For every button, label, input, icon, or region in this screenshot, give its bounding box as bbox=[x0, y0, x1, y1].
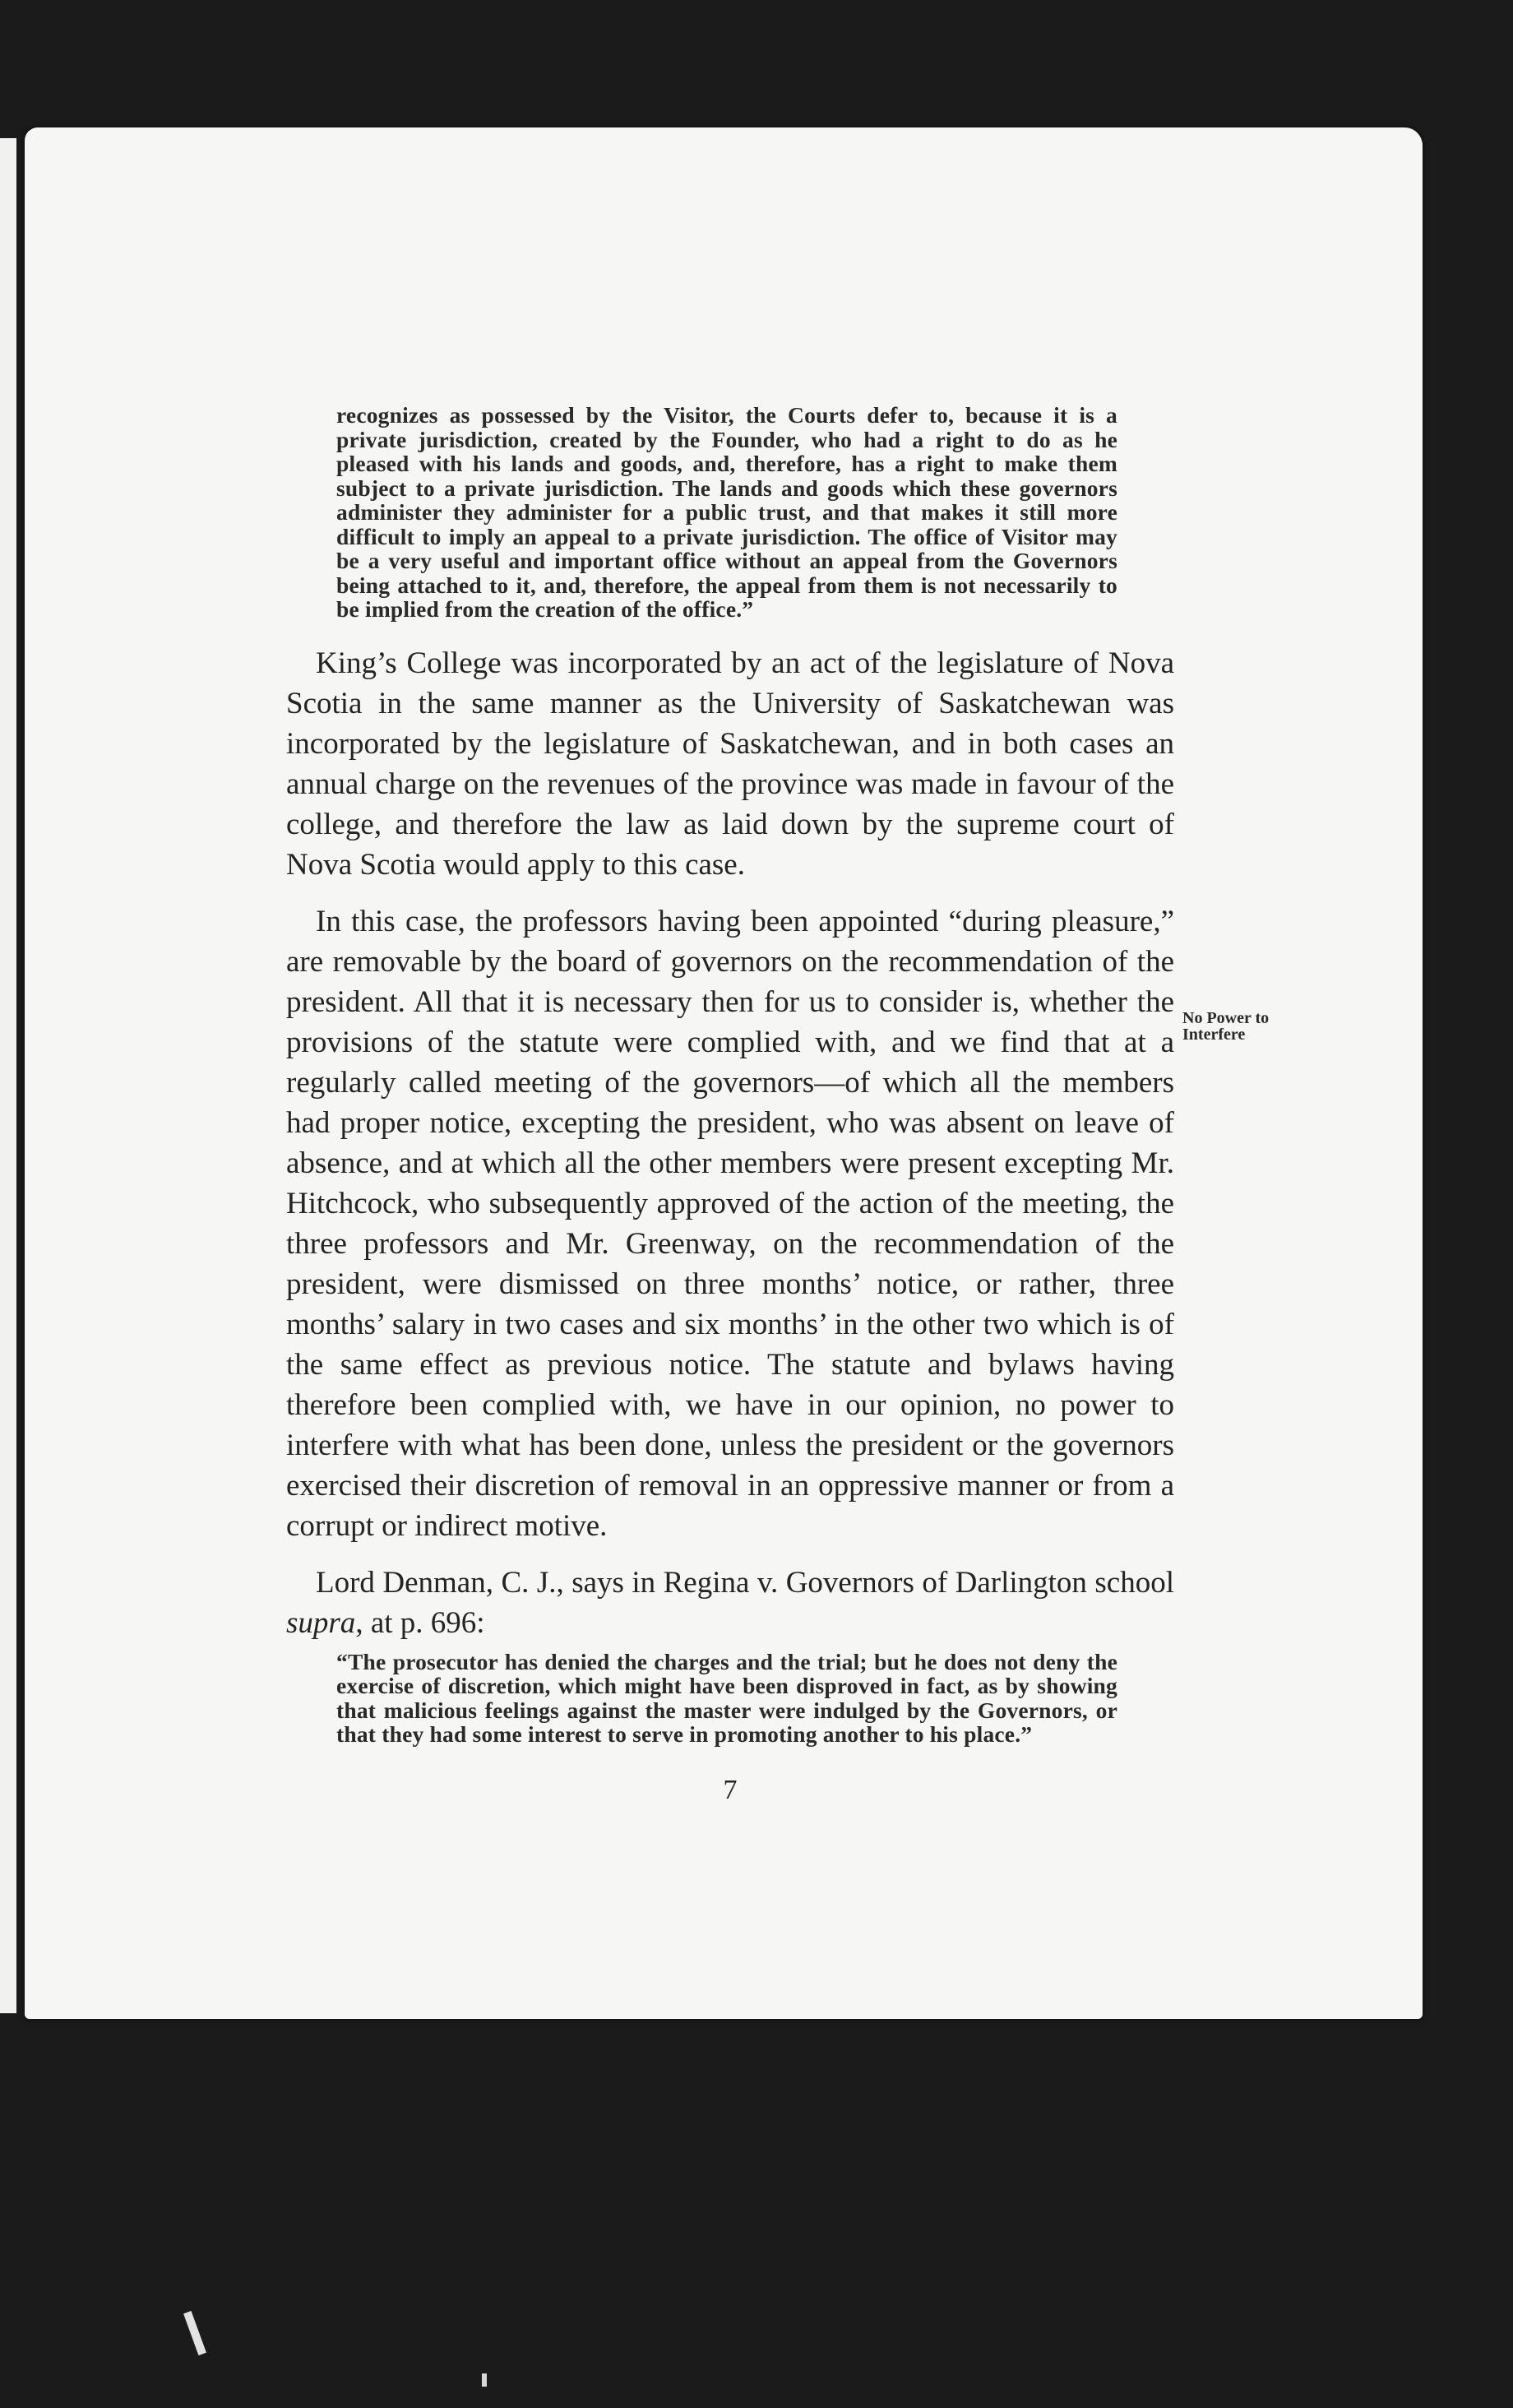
paragraph-lord-denman-italic: supra bbox=[286, 1605, 356, 1640]
paragraph-lord-denman-end: , at p. 696: bbox=[355, 1605, 485, 1640]
block-quote-bottom: “The prosecutor has denied the charges and the trial; but he does not deny the exercise of discretion, which might have been disproved in fact, as by showing that malicious feelings against the master were indulged by the Governors, or that they had some interest to serve in promoting another to his place.” bbox=[336, 1648, 1117, 1747]
scan-artifact bbox=[183, 2311, 206, 2355]
paragraph-lord-denman bbox=[286, 1563, 1174, 1643]
scan-artifact bbox=[482, 2373, 487, 2387]
margin-note-line-2: Interfere bbox=[1182, 1026, 1246, 1044]
page-content bbox=[286, 271, 1174, 1806]
page-number: 7 bbox=[723, 1774, 738, 1805]
margin-note-line-1: No Power to bbox=[1182, 1009, 1270, 1027]
adjacent-page-edge bbox=[0, 138, 16, 2013]
block-quote-top: recognizes as possessed by the Visitor, the Courts defer to, because it is a private jurisdiction, created by the Founder, who had a right to do as he pleased with his lands and goods, and, therefore, has a right to make them subject to a private jurisdiction. The lands and goods which these governors administer they administer for a public trust, and that makes it still more difficult to imply an appeal to a private jurisdiction. The office of Visitor may be a very useful and important office without an appeal from the Governors being attached to it, and, therefore, the appeal from them is not necessarily to be implied from the creation of the office.” bbox=[336, 402, 1117, 622]
paragraph-lord-denman-text: Lord Denman, C. J., says in Regina v. Governors of Darlington school bbox=[316, 1565, 1174, 1600]
margin-note bbox=[1182, 1010, 1322, 1043]
paragraph-no-power-to-interfere: In this case, the professors having been appointed “during pleasure,” are removable by the board of governors on the recommendation of the president. All that it is necessary then for us to consider is, whether the provisions of the statute were complied with, and we find that at a regularly called meeting of the governors—of which all the members had proper notice, excepting the president, who was absent on leave of absence, and at which all the other members were present excepting Mr. Hitchcock, who subsequently approved of the action of the meeting, the three professors and Mr. Greenway, on the recommendation of the president, were dismissed on three months’ notice, or rather, three months’ salary in two cases and six months’ in the other two which is of the same effect as previous notice. The statute and bylaws having therefore been complied with, we have in our opinion, no power to interfere with what has been done, unless the president or the governors exercised their discretion of removal in an oppressive manner or from a corrupt or indirect motive. bbox=[286, 904, 1174, 1543]
paragraph-kings-college: King’s College was incorporated by an act of the legislature of Nova Scotia in the same manner as the University of Saskatchewan was incorporated by the legislature of Saskatchewan, and in both cases an annual charge on the revenues of the province was made in favour of the college, and therefore the law as laid down by the supreme court of Nova Scotia would apply to this case. bbox=[286, 646, 1174, 882]
